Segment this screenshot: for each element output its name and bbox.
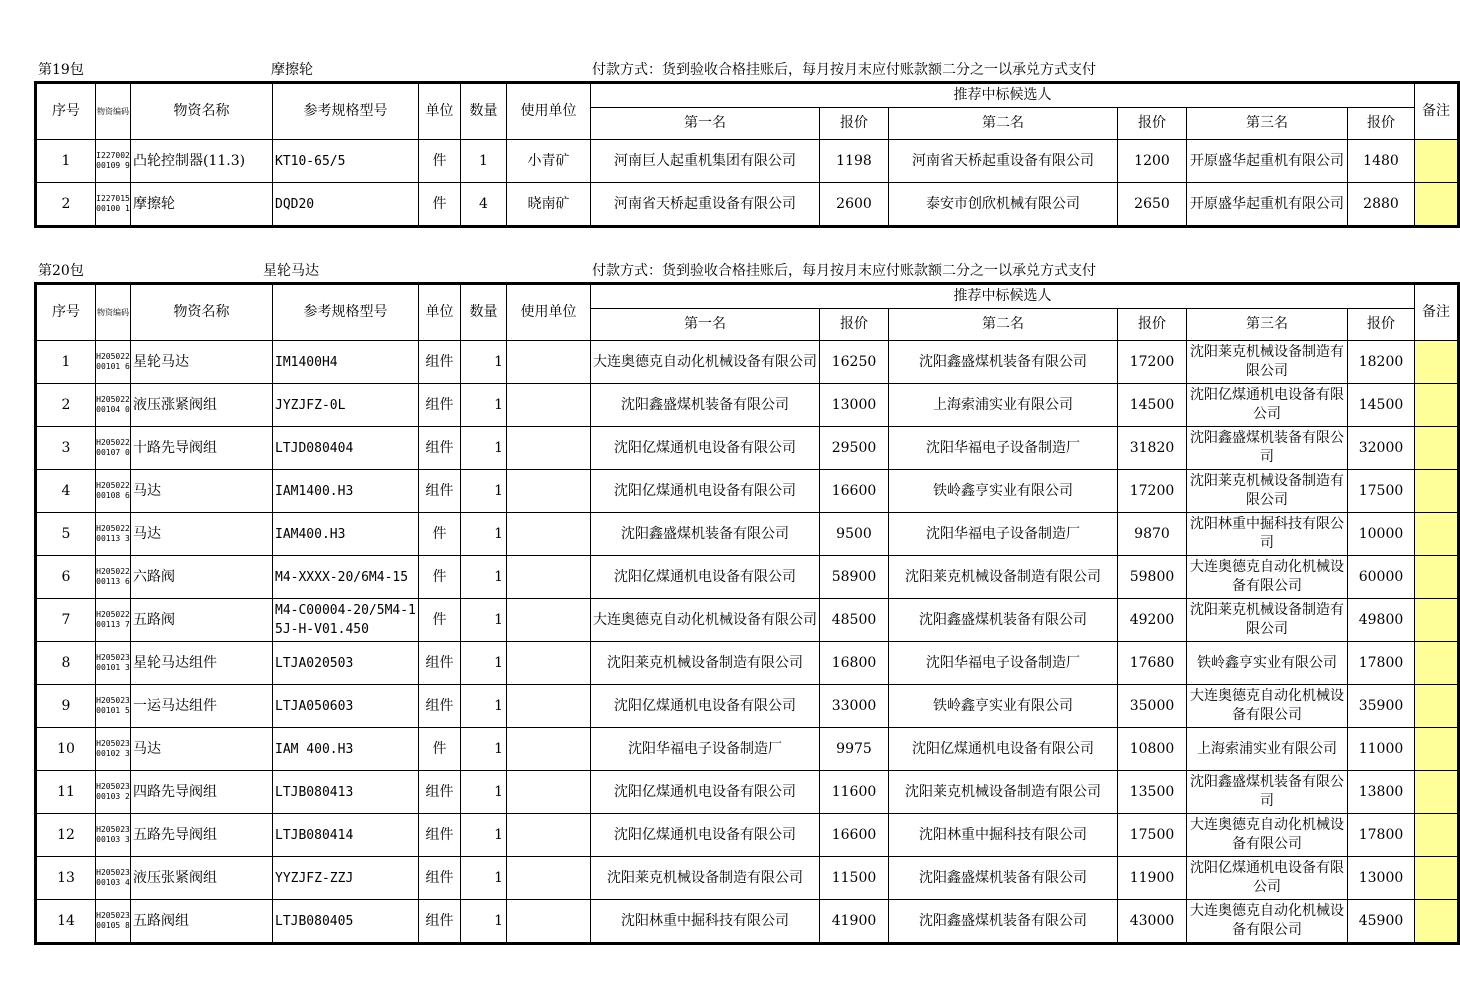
candidate-first: 沈阳鑫盛煤机装备有限公司 — [591, 513, 820, 556]
using-unit — [507, 470, 591, 513]
price-third: 14500 — [1348, 384, 1415, 427]
candidate-second: 沈阳华福电子设备制造厂 — [889, 642, 1118, 685]
material-name: 六路阀 — [131, 556, 273, 599]
quantity: 1 — [461, 341, 507, 384]
material-code: H20502300101 3 — [96, 642, 131, 685]
price-first: 11600 — [820, 771, 889, 814]
quantity: 1 — [461, 140, 507, 183]
price-third: 2880 — [1348, 183, 1415, 227]
package-label: 第19包 — [38, 62, 84, 78]
header-second: 第二名 — [889, 309, 1118, 341]
candidate-first: 沈阳鑫盛煤机装备有限公司 — [591, 384, 820, 427]
candidate-second: 沈阳华福电子设备制造厂 — [889, 427, 1118, 470]
header-candidates: 推荐中标候选人 — [591, 284, 1415, 309]
candidate-second: 沈阳鑫盛煤机装备有限公司 — [889, 599, 1118, 642]
table-row — [36, 140, 1459, 183]
using-unit — [507, 771, 591, 814]
candidate-second: 沈阳鑫盛煤机装备有限公司 — [889, 857, 1118, 900]
spec-model: IM1400H4 — [273, 341, 419, 384]
price-third: 45900 — [1348, 900, 1415, 944]
material-name: 五路阀组 — [131, 900, 273, 944]
quantity: 1 — [461, 384, 507, 427]
price-first: 9500 — [820, 513, 889, 556]
header-candidates: 推荐中标候选人 — [591, 83, 1415, 108]
quantity: 1 — [461, 513, 507, 556]
using-unit: 晓南矿 — [507, 183, 591, 227]
material-code: H20502200113 3 — [96, 513, 131, 556]
row-seq: 14 — [36, 900, 96, 944]
candidate-second: 沈阳鑫盛煤机装备有限公司 — [889, 341, 1118, 384]
spec-model: LTJB080414 — [273, 814, 419, 857]
table-row — [36, 427, 1459, 470]
note-cell[interactable] — [1415, 685, 1459, 728]
row-seq: 2 — [36, 384, 96, 427]
material-name: 四路先导阀组 — [131, 771, 273, 814]
price-third: 13800 — [1348, 771, 1415, 814]
package-header — [34, 258, 1322, 282]
header-name: 物资名称 — [131, 284, 273, 341]
unit: 组件 — [419, 642, 461, 685]
row-seq: 6 — [36, 556, 96, 599]
payment-terms: 付款方式：货到验收合格挂账后，每月按月末应付账款额二分之一以承兑方式支付 — [592, 62, 1096, 78]
header-unit: 单位 — [419, 83, 461, 140]
row-seq: 8 — [36, 642, 96, 685]
material-name: 凸轮控制器(11.3) — [131, 140, 273, 183]
unit: 组件 — [419, 384, 461, 427]
note-cell[interactable] — [1415, 556, 1459, 599]
using-unit — [507, 900, 591, 944]
candidate-first: 沈阳莱克机械设备制造有限公司 — [591, 857, 820, 900]
header-first: 第一名 — [591, 309, 820, 341]
candidate-third: 大连奥德克自动化机械设备有限公司 — [1187, 556, 1348, 599]
row-seq: 12 — [36, 814, 96, 857]
quantity: 1 — [461, 470, 507, 513]
header-seq: 序号 — [36, 284, 96, 341]
unit: 件 — [419, 556, 461, 599]
candidate-first: 河南巨人起重机集团有限公司 — [591, 140, 820, 183]
header-price-1: 报价 — [820, 108, 889, 140]
payment-terms: 付款方式：货到验收合格挂账后，每月按月末应付账款额二分之一以承兑方式支付 — [592, 263, 1096, 279]
header-spec: 参考规格型号 — [273, 83, 419, 140]
table-row — [36, 513, 1459, 556]
price-first: 16600 — [820, 470, 889, 513]
material-name: 马达 — [131, 470, 273, 513]
spec-model: LTJB080405 — [273, 900, 419, 944]
candidate-second: 铁岭鑫亨实业有限公司 — [889, 685, 1118, 728]
package-19-table — [34, 81, 1460, 228]
candidate-first: 沈阳莱克机械设备制造有限公司 — [591, 642, 820, 685]
candidate-second: 沈阳鑫盛煤机装备有限公司 — [889, 900, 1118, 944]
header-note: 备注 — [1415, 284, 1459, 341]
package-title: 星轮马达 — [263, 263, 319, 279]
candidate-second: 河南省天桥起重设备有限公司 — [889, 140, 1118, 183]
candidate-second: 沈阳亿煤通机电设备有限公司 — [889, 728, 1118, 771]
unit: 件 — [419, 728, 461, 771]
package-header — [34, 57, 1322, 81]
table-row — [36, 470, 1459, 513]
candidate-second: 沈阳林重中掘科技有限公司 — [889, 814, 1118, 857]
using-unit — [507, 599, 591, 642]
candidate-third: 铁岭鑫亨实业有限公司 — [1187, 642, 1348, 685]
note-cell[interactable] — [1415, 183, 1459, 227]
using-unit: 小青矿 — [507, 140, 591, 183]
header-price-3: 报价 — [1348, 108, 1415, 140]
quantity: 1 — [461, 771, 507, 814]
price-second: 17200 — [1118, 470, 1187, 513]
candidate-second: 上海索浦实业有限公司 — [889, 384, 1118, 427]
row-seq: 11 — [36, 771, 96, 814]
note-cell[interactable] — [1415, 427, 1459, 470]
price-second: 43000 — [1118, 900, 1187, 944]
spec-model: LTJA020503 — [273, 642, 419, 685]
price-third: 35900 — [1348, 685, 1415, 728]
note-cell[interactable] — [1415, 900, 1459, 944]
quantity: 1 — [461, 427, 507, 470]
material-code: I22700200109 9 — [96, 140, 131, 183]
candidate-third: 沈阳莱克机械设备制造有限公司 — [1187, 470, 1348, 513]
using-unit — [507, 427, 591, 470]
candidate-second: 泰安市创欣机械有限公司 — [889, 183, 1118, 227]
header-user: 使用单位 — [507, 284, 591, 341]
spec-model: IAM1400.H3 — [273, 470, 419, 513]
row-seq: 3 — [36, 427, 96, 470]
candidate-first: 沈阳亿煤通机电设备有限公司 — [591, 556, 820, 599]
price-second: 1200 — [1118, 140, 1187, 183]
row-seq: 13 — [36, 857, 96, 900]
row-seq: 5 — [36, 513, 96, 556]
header-code: 物资编码 — [96, 83, 131, 140]
unit: 组件 — [419, 427, 461, 470]
header-name: 物资名称 — [131, 83, 273, 140]
candidate-second: 沈阳华福电子设备制造厂 — [889, 513, 1118, 556]
material-name: 马达 — [131, 513, 273, 556]
material-code: H20502300105 8 — [96, 900, 131, 944]
candidate-first: 沈阳亿煤通机电设备有限公司 — [591, 427, 820, 470]
spec-model: JYZJFZ-0L — [273, 384, 419, 427]
material-name: 摩擦轮 — [131, 183, 273, 227]
price-first: 9975 — [820, 728, 889, 771]
header-price-2: 报价 — [1118, 108, 1187, 140]
candidate-third: 沈阳莱克机械设备制造有限公司 — [1187, 341, 1348, 384]
material-code: H20502200113 6 — [96, 556, 131, 599]
package-title: 摩擦轮 — [271, 62, 313, 78]
note-cell[interactable] — [1415, 728, 1459, 771]
candidate-third: 上海索浦实业有限公司 — [1187, 728, 1348, 771]
candidate-third: 开原盛华起重机有限公司 — [1187, 140, 1348, 183]
quantity: 1 — [461, 900, 507, 944]
candidate-third: 沈阳亿煤通机电设备有限公司 — [1187, 857, 1348, 900]
using-unit — [507, 685, 591, 728]
candidate-first: 河南省天桥起重设备有限公司 — [591, 183, 820, 227]
note-cell[interactable] — [1415, 814, 1459, 857]
unit: 组件 — [419, 771, 461, 814]
note-cell[interactable] — [1415, 771, 1459, 814]
material-code: H20502200104 0 — [96, 384, 131, 427]
candidate-first: 沈阳亿煤通机电设备有限公司 — [591, 685, 820, 728]
unit: 组件 — [419, 341, 461, 384]
note-cell[interactable] — [1415, 140, 1459, 183]
using-unit — [507, 341, 591, 384]
spec-model: LTJD080404 — [273, 427, 419, 470]
candidate-first: 大连奥德克自动化机械设备有限公司 — [591, 599, 820, 642]
quantity: 1 — [461, 685, 507, 728]
row-seq: 1 — [36, 140, 96, 183]
row-seq: 10 — [36, 728, 96, 771]
unit: 件 — [419, 183, 461, 227]
quantity: 1 — [461, 642, 507, 685]
material-name: 液压张紧阀组 — [131, 857, 273, 900]
using-unit — [507, 728, 591, 771]
row-seq: 2 — [36, 183, 96, 227]
candidate-first: 沈阳亿煤通机电设备有限公司 — [591, 470, 820, 513]
material-name: 星轮马达 — [131, 341, 273, 384]
package-19 — [34, 57, 1450, 228]
material-code: H20502300103 3 — [96, 814, 131, 857]
price-third: 13000 — [1348, 857, 1415, 900]
unit: 件 — [419, 599, 461, 642]
header-code: 物资编码 — [96, 284, 131, 341]
table-row — [36, 814, 1459, 857]
candidate-first: 沈阳华福电子设备制造厂 — [591, 728, 820, 771]
price-first: 16600 — [820, 814, 889, 857]
header-note: 备注 — [1415, 83, 1459, 140]
spec-model: IAM 400.H3 — [273, 728, 419, 771]
price-third: 49800 — [1348, 599, 1415, 642]
table-row — [36, 857, 1459, 900]
note-cell[interactable] — [1415, 470, 1459, 513]
header-unit: 单位 — [419, 284, 461, 341]
material-code: H20502200113 7 — [96, 599, 131, 642]
price-third: 11000 — [1348, 728, 1415, 771]
unit: 组件 — [419, 685, 461, 728]
quantity: 1 — [461, 599, 507, 642]
price-third: 32000 — [1348, 427, 1415, 470]
material-code: H20502200101 6 — [96, 341, 131, 384]
header-seq: 序号 — [36, 83, 96, 140]
quantity: 1 — [461, 857, 507, 900]
candidate-third: 大连奥德克自动化机械设备有限公司 — [1187, 685, 1348, 728]
unit: 组件 — [419, 900, 461, 944]
header-third: 第三名 — [1187, 309, 1348, 341]
spec-model: M4-C00004-20/5M4-15J-H-V01.450 — [273, 599, 419, 642]
price-second: 59800 — [1118, 556, 1187, 599]
spec-model: LTJB080413 — [273, 771, 419, 814]
candidate-third: 沈阳鑫盛煤机装备有限公司 — [1187, 771, 1348, 814]
candidate-second: 沈阳莱克机械设备制造有限公司 — [889, 771, 1118, 814]
spec-model: LTJA050603 — [273, 685, 419, 728]
using-unit — [507, 513, 591, 556]
price-third: 17800 — [1348, 814, 1415, 857]
quantity: 4 — [461, 183, 507, 227]
candidate-third: 沈阳莱克机械设备制造有限公司 — [1187, 599, 1348, 642]
table-row — [36, 341, 1459, 384]
quantity: 1 — [461, 556, 507, 599]
price-first: 11500 — [820, 857, 889, 900]
note-cell[interactable] — [1415, 513, 1459, 556]
price-second: 35000 — [1118, 685, 1187, 728]
material-name: 星轮马达组件 — [131, 642, 273, 685]
candidate-third: 开原盛华起重机有限公司 — [1187, 183, 1348, 227]
row-seq: 1 — [36, 341, 96, 384]
table-row — [36, 771, 1459, 814]
price-third: 18200 — [1348, 341, 1415, 384]
material-code: I22701500100 1 — [96, 183, 131, 227]
price-first: 13000 — [820, 384, 889, 427]
table-row — [36, 900, 1459, 944]
candidate-third: 大连奥德克自动化机械设备有限公司 — [1187, 814, 1348, 857]
material-code: H20502200108 6 — [96, 470, 131, 513]
material-code: H20502300102 3 — [96, 728, 131, 771]
price-second: 31820 — [1118, 427, 1187, 470]
header-price-2: 报价 — [1118, 309, 1187, 341]
spec-model: IAM400.H3 — [273, 513, 419, 556]
price-second: 10800 — [1118, 728, 1187, 771]
unit: 件 — [419, 140, 461, 183]
using-unit — [507, 384, 591, 427]
material-code: H20502300103 2 — [96, 771, 131, 814]
price-second: 17680 — [1118, 642, 1187, 685]
candidate-second: 沈阳莱克机械设备制造有限公司 — [889, 556, 1118, 599]
candidate-third: 沈阳亿煤通机电设备有限公司 — [1187, 384, 1348, 427]
header-qty: 数量 — [461, 83, 507, 140]
table-row — [36, 183, 1459, 227]
note-cell[interactable] — [1415, 857, 1459, 900]
table-row — [36, 599, 1459, 642]
price-second: 17200 — [1118, 341, 1187, 384]
price-third: 1480 — [1348, 140, 1415, 183]
header-spec: 参考规格型号 — [273, 284, 419, 341]
price-first: 2600 — [820, 183, 889, 227]
price-first: 1198 — [820, 140, 889, 183]
header-user: 使用单位 — [507, 83, 591, 140]
material-name: 十路先导阀组 — [131, 427, 273, 470]
material-name: 五路先导阀组 — [131, 814, 273, 857]
spec-model: M4-XXXX-20/6M4-15 — [273, 556, 419, 599]
price-second: 13500 — [1118, 771, 1187, 814]
candidate-second: 铁岭鑫亨实业有限公司 — [889, 470, 1118, 513]
unit: 件 — [419, 513, 461, 556]
price-first: 58900 — [820, 556, 889, 599]
note-cell[interactable] — [1415, 599, 1459, 642]
quantity: 1 — [461, 814, 507, 857]
header-second: 第二名 — [889, 108, 1118, 140]
candidate-first: 沈阳林重中掘科技有限公司 — [591, 900, 820, 944]
spec-model: DQD20 — [273, 183, 419, 227]
header-price-3: 报价 — [1348, 309, 1415, 341]
header-first: 第一名 — [591, 108, 820, 140]
package-label: 第20包 — [38, 263, 84, 279]
candidate-first: 沈阳亿煤通机电设备有限公司 — [591, 814, 820, 857]
material-code: H20502200107 0 — [96, 427, 131, 470]
price-first: 16250 — [820, 341, 889, 384]
package-20 — [34, 258, 1450, 945]
price-second: 2650 — [1118, 183, 1187, 227]
table-row — [36, 556, 1459, 599]
candidate-third: 沈阳鑫盛煤机装备有限公司 — [1187, 427, 1348, 470]
material-name: 一运马达组件 — [131, 685, 273, 728]
candidate-first: 大连奥德克自动化机械设备有限公司 — [591, 341, 820, 384]
price-third: 10000 — [1348, 513, 1415, 556]
row-seq: 4 — [36, 470, 96, 513]
price-first: 33000 — [820, 685, 889, 728]
note-cell[interactable] — [1415, 341, 1459, 384]
using-unit — [507, 857, 591, 900]
using-unit — [507, 642, 591, 685]
header-price-1: 报价 — [820, 309, 889, 341]
unit: 组件 — [419, 814, 461, 857]
material-name: 液压涨紧阀组 — [131, 384, 273, 427]
using-unit — [507, 556, 591, 599]
material-code: H20502300101 5 — [96, 685, 131, 728]
unit: 组件 — [419, 470, 461, 513]
price-first: 41900 — [820, 900, 889, 944]
header-third: 第三名 — [1187, 108, 1348, 140]
note-cell[interactable] — [1415, 642, 1459, 685]
spec-model: YYZJFZ-ZZJ — [273, 857, 419, 900]
price-first: 16800 — [820, 642, 889, 685]
package-20-table — [34, 282, 1460, 945]
price-second: 9870 — [1118, 513, 1187, 556]
price-second: 17500 — [1118, 814, 1187, 857]
price-third: 17800 — [1348, 642, 1415, 685]
material-name: 五路阀 — [131, 599, 273, 642]
price-third: 60000 — [1348, 556, 1415, 599]
price-third: 17500 — [1348, 470, 1415, 513]
row-seq: 9 — [36, 685, 96, 728]
row-seq: 7 — [36, 599, 96, 642]
note-cell[interactable] — [1415, 384, 1459, 427]
table-row — [36, 685, 1459, 728]
material-name: 马达 — [131, 728, 273, 771]
candidate-first: 沈阳亿煤通机电设备有限公司 — [591, 771, 820, 814]
quantity: 1 — [461, 728, 507, 771]
spec-model: KT10-65/5 — [273, 140, 419, 183]
price-second: 49200 — [1118, 599, 1187, 642]
candidate-third: 沈阳林重中掘科技有限公司 — [1187, 513, 1348, 556]
using-unit — [507, 814, 591, 857]
price-first: 29500 — [820, 427, 889, 470]
unit: 组件 — [419, 857, 461, 900]
material-code: H20502300103 4 — [96, 857, 131, 900]
price-first: 48500 — [820, 599, 889, 642]
candidate-third: 大连奥德克自动化机械设备有限公司 — [1187, 900, 1348, 944]
table-row — [36, 384, 1459, 427]
table-row — [36, 728, 1459, 771]
price-second: 14500 — [1118, 384, 1187, 427]
price-second: 11900 — [1118, 857, 1187, 900]
header-qty: 数量 — [461, 284, 507, 341]
table-row — [36, 642, 1459, 685]
